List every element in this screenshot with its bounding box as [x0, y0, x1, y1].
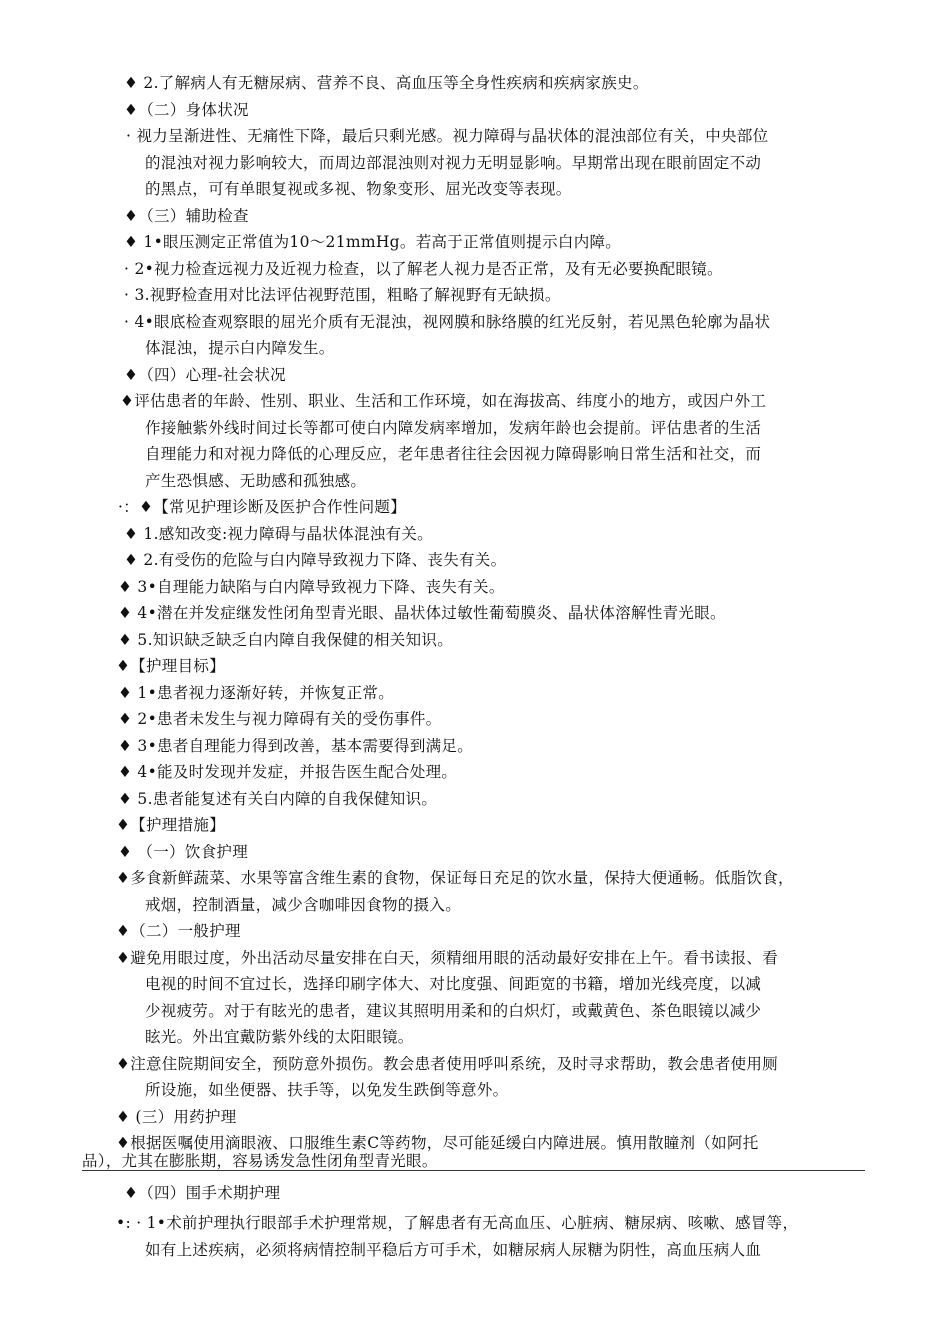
text-line-27: ♦ 4•能及时发现并发症，并报告医生配合处理。 — [118, 763, 458, 781]
text-line-15: 自理能力和对视力降低的心理反应，老年患者往往会因视力障碍影响日常生活和社交，而 — [145, 445, 762, 463]
section-heading-general-care: ♦（二）一般护理 — [116, 922, 241, 940]
text-line-28: ♦ 5.患者能复述有关白内障的自我保健知识。 — [118, 790, 438, 808]
text-line-21: ♦ 4•潜在并发症继发性闭角型青光眼、晶状体过敏性葡萄膜炎、晶状体溶解性青光眼。 — [118, 604, 726, 622]
section-heading-physical-status: ♦（二）身体状况 — [124, 101, 249, 119]
text-line-44: •: · 1•术前护理执行眼部手术护理常规，了解患者有无高血压、心脏病、糖尿病、咳嗽、感冒等， — [116, 1214, 799, 1232]
section-heading-medication-care: ♦ (三）用药护理 — [116, 1108, 237, 1126]
text-line-41: ♦根据医嘱使用滴眼液、口服维生素C等药物，尽可能延缓白内障进展。慎用散瞳剂（如阿托 — [116, 1134, 759, 1152]
section-heading-diet-care: ♦ （一）饮食护理 — [118, 843, 249, 861]
text-line-16: 产生恐惧感、无助感和孤独感。 — [145, 472, 367, 490]
text-line-11: 体混浊，提示白内障发生。 — [145, 339, 335, 357]
text-line-5: 的黑点，可有单眼复视或多视、物象变形、屈光改变等表现。 — [145, 180, 572, 198]
text-line-1: ♦ 2.了解病人有无糖尿病、营养不良、高血压等全身性疾病和疾病家族史。 — [124, 74, 649, 92]
text-line-10: · 4•眼底检查观察眼的屈光介质有无混浊，视网膜和脉络膜的红光反射，若见黑色轮廓为晶状 — [124, 313, 771, 331]
text-line-14: 作接触紫外线时间过长等都可使白内障发病率增加，发病年龄也会提前。评估患者的生活 — [145, 419, 762, 437]
text-line-42: 品），尤其在膨胀期，容易诱发急性闭角型青光眼。 — [82, 1152, 438, 1170]
text-line-25: ♦ 2•患者未发生与视力障碍有关的受伤事件。 — [118, 710, 442, 728]
text-line-38: ♦注意住院期间安全，预防意外损伤。教会患者使用呼叫系统，及时寻求帮助，教会患者使用厕 — [116, 1055, 778, 1073]
text-line-3: · 视力呈渐进性、无痛性下降，最后只剩光感。视力障碍与晶状体的混浊部位有关，中央部位 — [126, 127, 769, 145]
text-line-26: ♦ 3•患者自理能力得到改善，基本需要得到满足。 — [118, 737, 474, 755]
section-heading-nursing-goals: ♦【护理目标】 — [116, 657, 225, 675]
text-line-22: ♦ 5.知识缺乏缺乏白内障自我保健的相关知识。 — [118, 631, 454, 649]
section-heading-nursing-diagnosis: ·：♦【常见护理诊断及医护合作性问题】 — [118, 498, 407, 516]
text-line-35: 电视的时间不宜过长，选择印刷字体大、对比度强、间距宽的书籍，增加光线亮度，以减 — [145, 975, 762, 993]
section-heading-auxiliary-exam: ♦（三）辅助检查 — [124, 207, 249, 225]
text-line-37: 眩光。外出宜戴防紫外线的太阳眼镜。 — [145, 1028, 414, 1046]
text-line-31: ♦多食新鲜蔬菜、水果等富含维生素的食物，保证每日充足的饮水量，保持大便通畅。低脂饮食， — [116, 869, 794, 887]
text-line-4: 的混浊对视力影响较大，而周边部混浊则对视力无明显影响。早期常出现在眼前固定不动 — [145, 154, 762, 172]
section-heading-psychosocial: ♦（四）心理-社会状况 — [124, 366, 286, 384]
section-heading-nursing-measures: ♦【护理措施】 — [116, 816, 225, 834]
text-line-9: · 3.视野检查用对比法评估视野范围，粗略了解视野有无缺损。 — [124, 286, 561, 304]
text-line-36: 少视疲劳。对于有眩光的患者，建议其照明用柔和的白炽灯，或戴黄色、茶色眼镜以减少 — [145, 1002, 762, 1020]
text-line-8: · 2•视力检查远视力及近视力检查，以了解老人视力是否正常，及有无必要换配眼镜。 — [124, 260, 723, 278]
text-line-19: ♦ 2.有受伤的危险与白内障导致视力下降、丧失有关。 — [124, 551, 507, 569]
text-line-7: ♦ 1•眼压测定正常值为10〜21mmHg。若高于正常值则提示白内障。 — [124, 233, 622, 251]
text-line-34: ♦避免用眼过度，外出活动尽量安排在白天，须精细用眼的活动最好安排在上午。看书读报、看 — [116, 949, 778, 967]
text-line-45: 如有上述疾病，必须将病情控制平稳后方可手术，如糖尿病人尿糖为阴性，高血压病人血 — [145, 1241, 762, 1259]
text-line-20: ♦ 3•自理能力缺陷与白内障导致视力下降、丧失有关。 — [118, 578, 505, 596]
text-line-24: ♦ 1•患者视力逐渐好转，并恢复正常。 — [118, 684, 395, 702]
text-line-13: ♦评估患者的年龄、性别、职业、生活和工作环境，如在海拔高、纬度小的地方，或因户外工 — [120, 392, 767, 410]
text-line-18: ♦ 1.感知改变:视力障碍与晶状体混浊有关。 — [124, 525, 433, 543]
text-line-39: 所设施，如坐便器、扶手等，以免发生跌倒等意外。 — [145, 1081, 509, 1099]
section-heading-perioperative-care: ♦（四）围手术期护理 — [124, 1184, 281, 1202]
horizontal-rule — [82, 1170, 865, 1171]
text-line-32: 戒烟，控制酒量，减少含咖啡因食物的摄入。 — [145, 896, 462, 914]
